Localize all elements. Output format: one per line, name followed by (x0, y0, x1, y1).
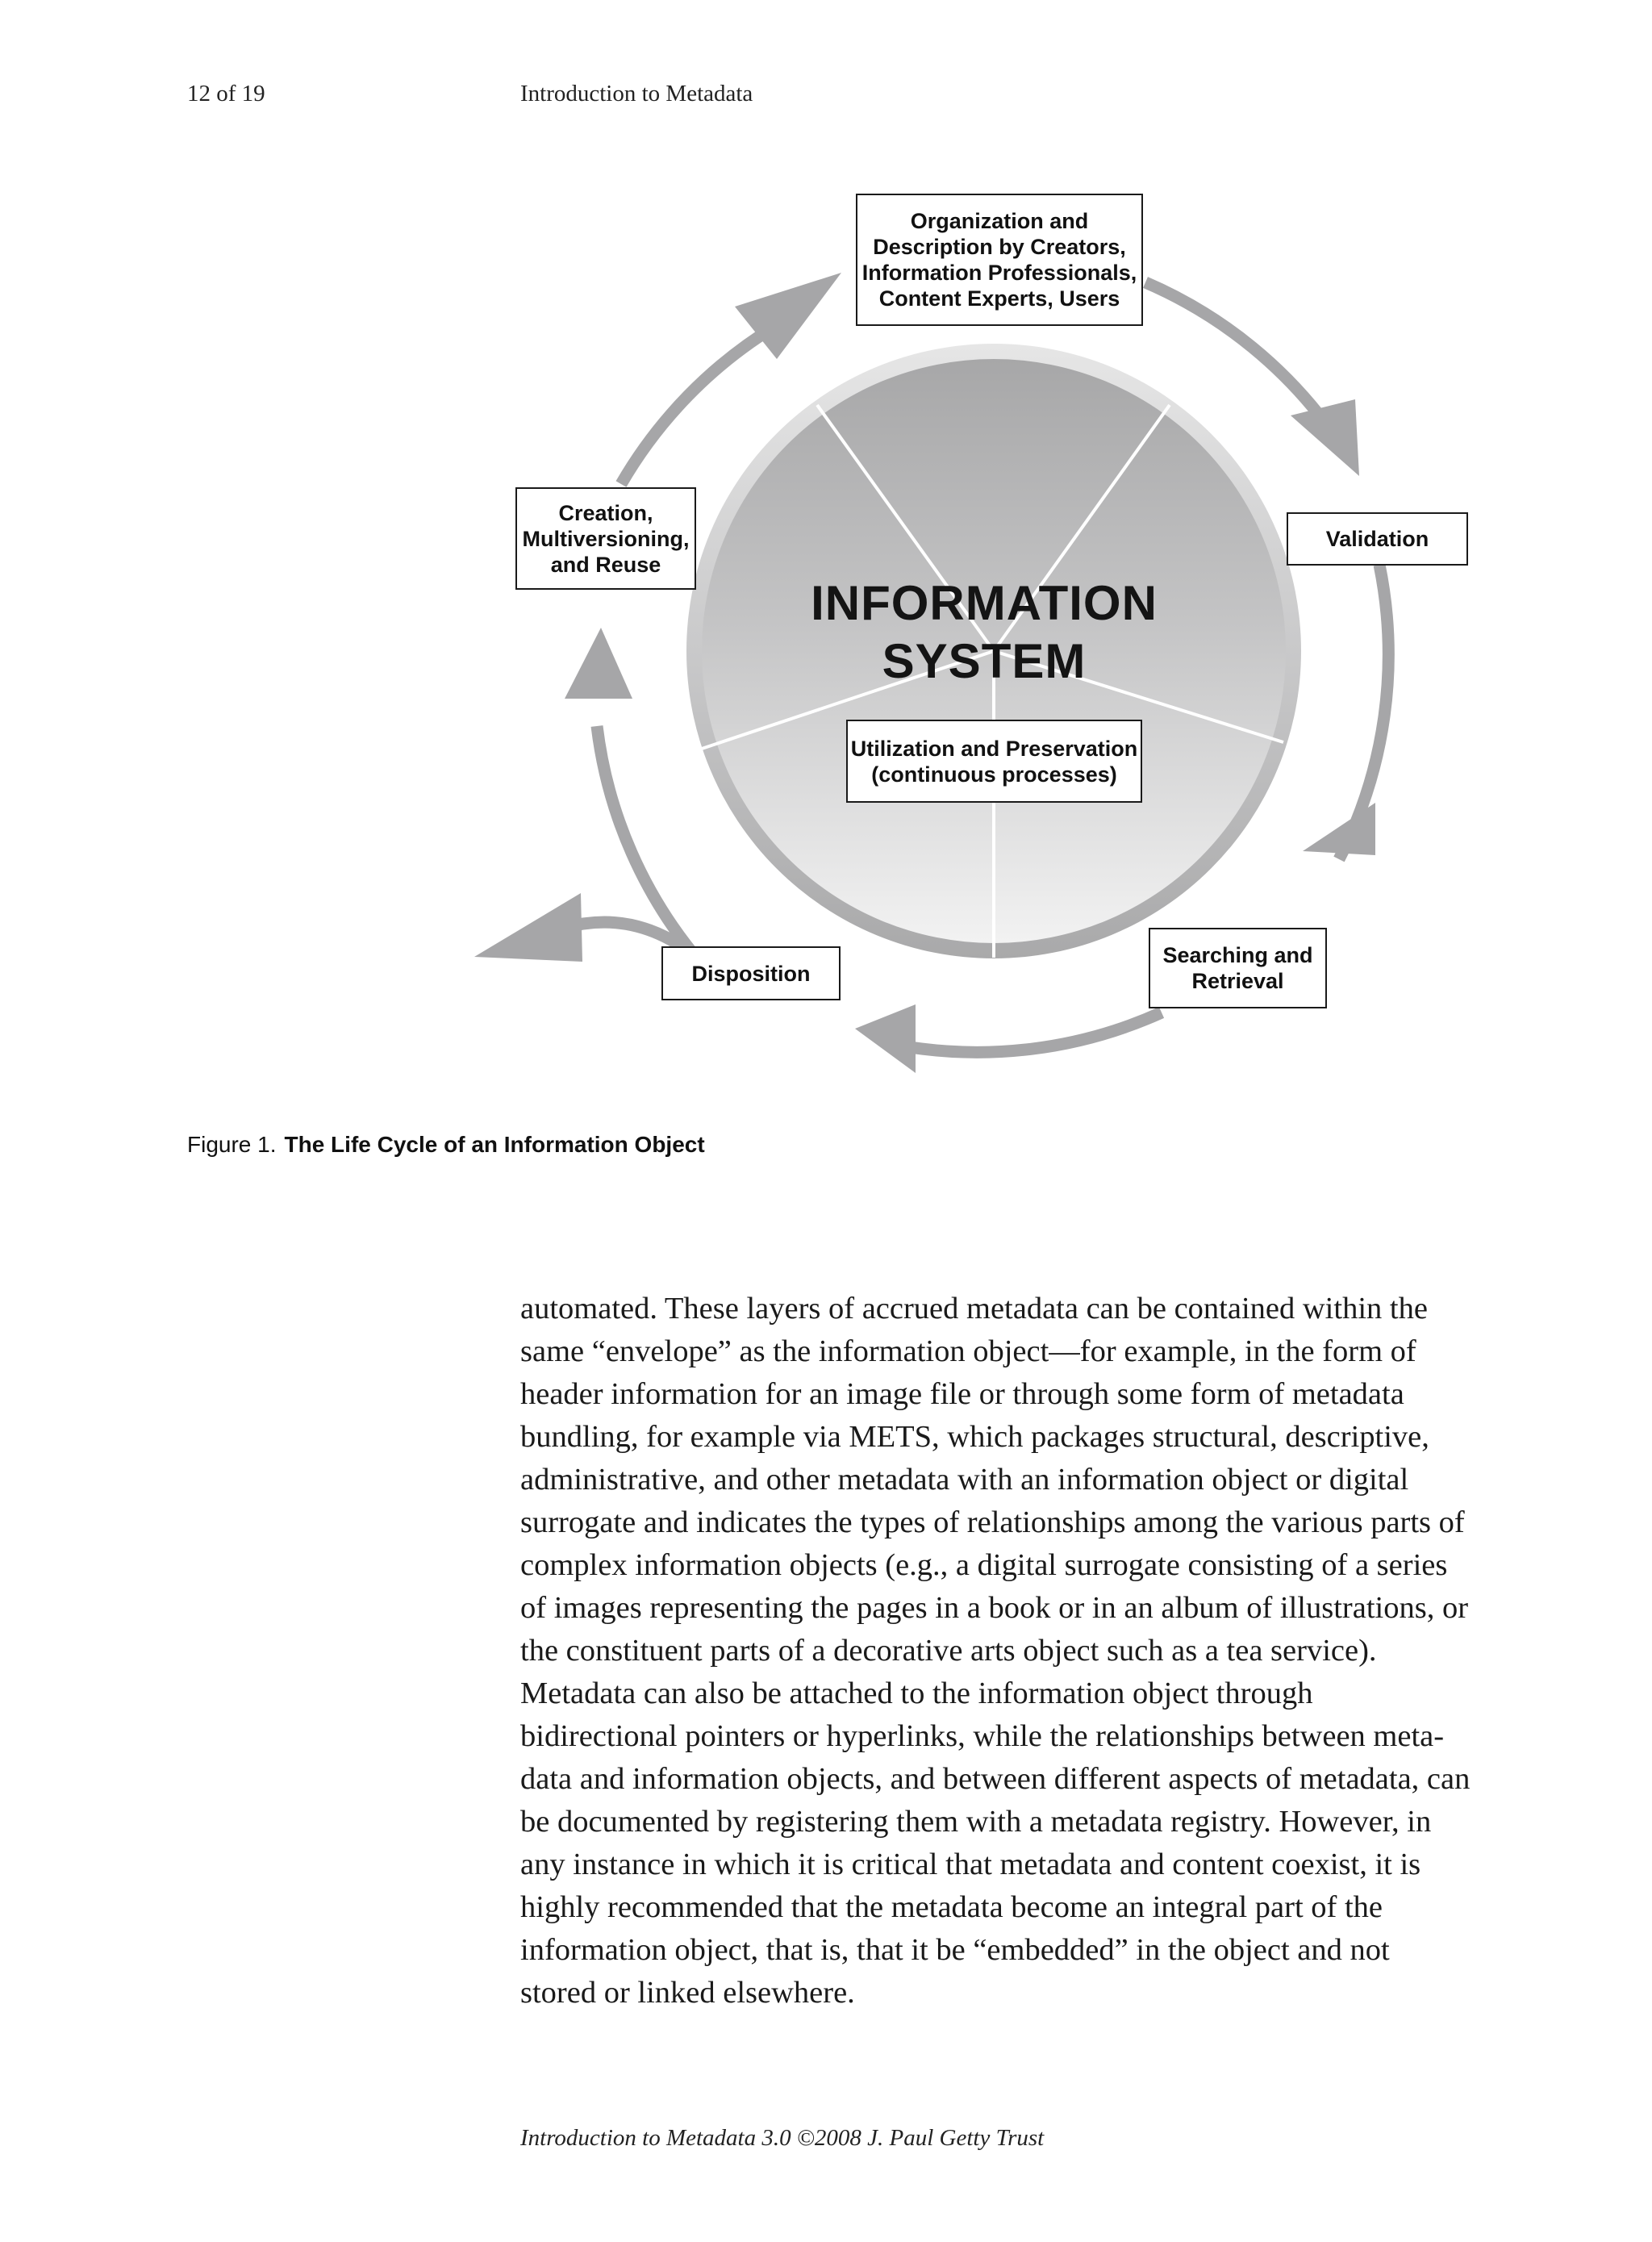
running-head: Introduction to Metadata (520, 81, 753, 106)
body-paragraph: automated. These layers of accrued metadata can be contained within the same “envelope” as the information object—for example, in the form of header information for an image file or through some form of metadata bundling, for example via METS, which packages structural, descriptive, administrative, and other metadata with an information object or digital surrogate and indicates the types of relationships among the various parts of complex information objects (e.g., a digital surrogate consisting of a series of images representing the pages in a book or in an album of illustrations, or the constituent parts of a decorative arts object such as a tea service). Metadata can also be attached to the information object through bidirectional pointers or hyperlinks, while the relationships between metadata and information objects, and between different aspects of metadata, can be documented by registering them with a metadata registry. However, in any instance in which it is critical that metadata and content coexist, it is highly recommended that the metadata become an integral part of the information object, that is, that it be “embedded” in the object and not stored or linked elsewhere. (520, 1292, 1471, 2010)
node-utilization-preservation: Utilization and Preservation (continuous processes) (846, 720, 1142, 803)
arrowhead-exit (474, 893, 582, 962)
arrowhead-searching (1303, 803, 1375, 855)
body-text (520, 1288, 1472, 2014)
node-organization: Organization and Description by Creators, Information Professionals, Content Experts, Users (856, 194, 1143, 326)
arrowhead-disposition (855, 1004, 916, 1073)
page-number: 12 of 19 (187, 81, 265, 106)
figure-caption (187, 1132, 705, 1158)
node-validation: Validation (1287, 512, 1468, 566)
arrowhead-validation (1291, 399, 1359, 476)
arc-searching-to-disposition (895, 1012, 1162, 1052)
information-system-title: INFORMATION SYSTEM (811, 576, 1158, 688)
arrowhead-creation (565, 628, 632, 699)
figure-number: Figure 1. (187, 1132, 277, 1157)
page-footer: Introduction to Metadata 3.0 ©2008 J. Paul Getty Trust (520, 2125, 1045, 2151)
life-cycle-figure (0, 0, 1652, 1089)
node-searching-retrieval: Searching and Retrieval (1149, 928, 1327, 1008)
figure-title: The Life Cycle of an Information Object (284, 1132, 705, 1157)
arc-creation-to-organization (621, 327, 774, 484)
node-disposition: Disposition (661, 946, 841, 1000)
node-creation: Creation, Multiversioning, and Reuse (515, 487, 696, 590)
